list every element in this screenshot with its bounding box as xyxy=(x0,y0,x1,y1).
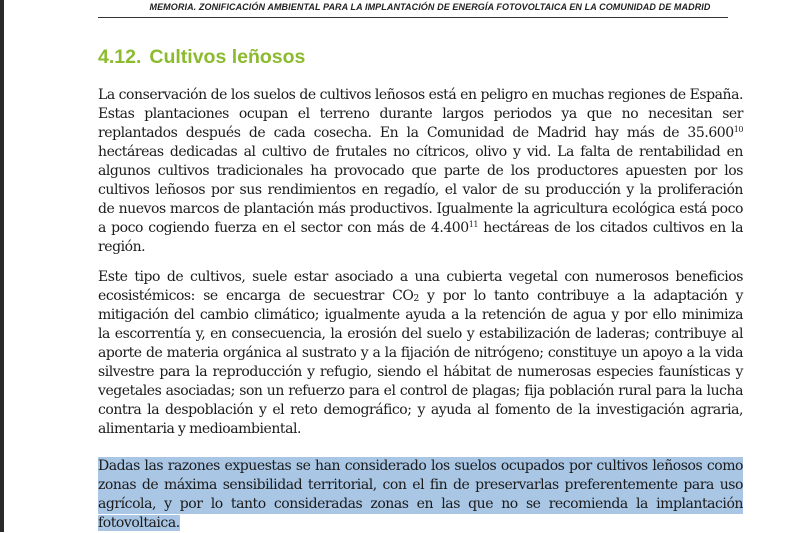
text-line: la escorrentía y, en consecuencia, la erosión del suelo y estabilización de laderas; contribuye al xyxy=(98,326,743,342)
highlighted-line[interactable]: Dadas las razones expuestas se han considerado los suelos ocupados por cultivos leñosos como xyxy=(98,458,743,474)
section-heading xyxy=(98,46,305,69)
text-segment: a poco cogiendo fuerza en el sector con más de 4.400 xyxy=(98,220,469,236)
text-line: contra la despoblación y el reto demográfico; y ayuda al fomento de la investigación agraria, xyxy=(98,402,743,418)
text-line[interactable] xyxy=(98,514,743,533)
text-line xyxy=(98,124,743,143)
paragraph-conclusion-highlighted[interactable] xyxy=(98,457,743,533)
text-line: cultivos leñosos por sus rendimientos en regadío, el valor de su producción y la proliferación xyxy=(98,182,743,198)
section-title: Cultivos leñosos xyxy=(149,46,306,68)
page-edge-rule xyxy=(0,0,4,532)
text-line: región. xyxy=(98,239,146,255)
text-line: silvestre para la reproducción y refugio, siendo el hábitat de numerosas especies faunísticas y xyxy=(98,364,743,380)
paragraph-conservation xyxy=(98,86,743,257)
paragraph-benefits xyxy=(98,268,743,439)
text-line: Este tipo de cultivos, suele estar asociado a una cubierta vegetal con numerosos beneficios xyxy=(98,269,743,285)
text-segment: y por lo tanto contribuye a la adaptación y xyxy=(418,288,743,304)
subscript: 2 xyxy=(413,294,419,304)
highlighted-line[interactable]: zonas de máxima sensibilidad territorial, con el fin de preservarlas preferentemente para uso xyxy=(98,477,743,493)
text-line: algunos cultivos tradicionales ha provocado que parte de los productores apuesten por los xyxy=(98,163,743,179)
section-number: 4.12. xyxy=(98,46,142,68)
header-divider xyxy=(98,17,728,18)
text-line xyxy=(98,219,743,238)
highlighted-line[interactable]: agrícola, y por lo tanto consideradas zonas en las que no se recomienda la implantación xyxy=(98,496,743,512)
text-line: alimentaria y medioambiental. xyxy=(98,421,302,437)
running-header: MEMORIA. ZONIFICACIÓN AMBIENTAL PARA LA IMPLANTACIÓN DE ENERGÍA FOTOVOLTAICA EN LA COMUNIDAD DE MADRID xyxy=(149,2,711,12)
text-line: aporte de materia orgánica al sustrato y a la fijación de nitrógeno; constituye un apoyo a la vida xyxy=(98,345,743,361)
text-segment: hectáreas de los citados cultivos en la xyxy=(478,220,743,236)
text-segment: replantados después de cada cosecha. En la Comunidad de Madrid hay más de 35.600 xyxy=(98,125,734,141)
text-line: vegetales asociadas; son un refuerzo para el control de plagas; fija población rural para la lucha xyxy=(98,383,743,399)
highlighted-line[interactable]: fotovoltaica. xyxy=(98,515,180,531)
text-line: La conservación de los suelos de cultivos leñosos está en peligro en muchas regiones de España. xyxy=(98,87,743,103)
text-line: mitigación del cambio climático; igualmente ayuda a la retención de agua y por ello minimiza xyxy=(98,307,743,323)
text-segment: ecosistémicos: se encarga de secuestrar CO xyxy=(98,288,414,304)
text-line: hectáreas dedicadas al cultivo de frutales no cítricos, olivo y vid. La falta de rentabilidad en xyxy=(98,144,743,160)
text-line: de nuevos marcos de plantación más productivos. Igualmente la agricultura ecológica está poco xyxy=(98,201,743,217)
text-line xyxy=(98,287,743,306)
text-line: Estas plantaciones ocupan el terreno durante largos periodos ya que no necesitan ser xyxy=(98,106,743,122)
footnote-ref-10[interactable]: 10 xyxy=(733,125,743,134)
footnote-ref-11[interactable]: 11 xyxy=(468,220,478,229)
